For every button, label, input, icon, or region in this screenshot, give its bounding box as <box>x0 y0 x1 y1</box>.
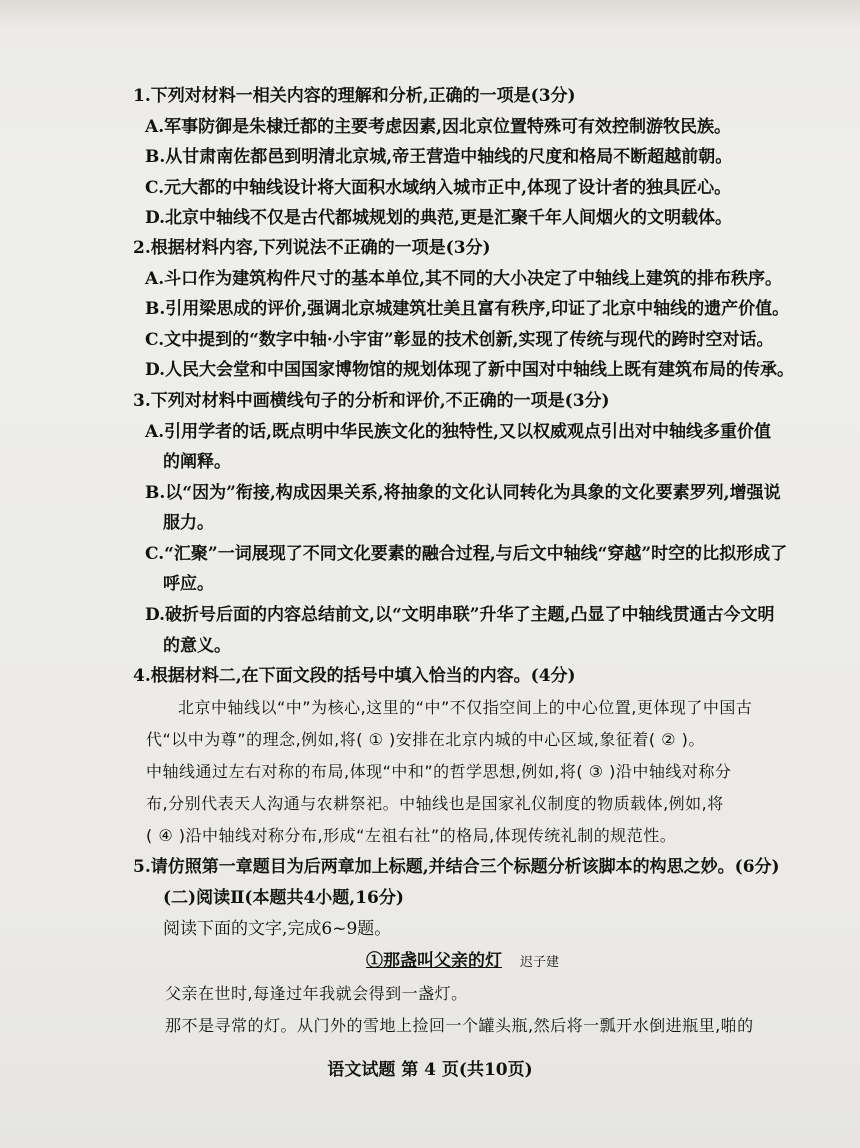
q5-stem: 5.请仿照第一章题目为后两章加上标题,并结合三个标题分析该脚本的构思之妙。(6分) <box>133 857 780 877</box>
q4-paragraph-line: 代“以中为尊”的理念,例如,将( ① )安排在北京内城的中心区域,象征着( ② )。 <box>146 730 705 749</box>
page-footer: 语文试题 第 4 页(共10页) <box>327 1060 533 1080</box>
article-title-line <box>366 949 559 975</box>
q4-stem: 4.根据材料二,在下面文段的括号中填入恰当的内容。(4分) <box>133 666 576 686</box>
q2-stem: 2.根据材料内容,下列说法不正确的一项是(3分) <box>133 238 491 258</box>
q3-option-d: D.破折号后面的内容总结前文,以“文明串联”升华了主题,凸显了中轴线贯通古今文明 <box>145 605 775 625</box>
article-paragraph: 那不是寻常的灯。从门外的雪地上捡回一个罐头瓶,然后将一瓢开水倒进瓶里,啪的 <box>165 1016 754 1035</box>
article-author: 迟子建 <box>520 955 560 970</box>
q3-option-a-cont: 的阐释。 <box>163 452 231 472</box>
q4-paragraph-line: ( ④ )沿中轴线对称分布,形成“左祖右社”的格局,体现传统礼制的规范性。 <box>146 826 677 845</box>
q1-stem: 1.下列对材料一相关内容的理解和分析,正确的一项是(3分) <box>133 86 576 106</box>
article-paragraph: 父亲在世时,每逢过年我就会得到一盏灯。 <box>165 984 468 1003</box>
section-heading: (二)阅读Ⅱ(本题共4小题,16分) <box>163 888 404 908</box>
q1-option-c: C.元大都的中轴线设计将大面积水域纳入城市正中,体现了设计者的独具匠心。 <box>145 178 732 198</box>
q2-option-a: A.斗口作为建筑构件尺寸的基本单位,其不同的大小决定了中轴线上建筑的排布秩序。 <box>145 269 783 289</box>
q2-option-d: D.人民大会堂和中国国家博物馆的规划体现了新中国对中轴线上既有建筑布局的传承。 <box>145 360 795 380</box>
q3-option-c-cont: 呼应。 <box>163 574 214 594</box>
article-title: ①那盏叫父亲的灯 <box>366 951 502 971</box>
q4-paragraph-line: 北京中轴线以“中”为核心,这里的“中”不仅指空间上的中心位置,更体现了中国古 <box>178 698 753 717</box>
q3-stem: 3.下列对材料中画横线句子的分析和评价,不正确的一项是(3分) <box>133 391 610 411</box>
q1-option-d: D.北京中轴线不仅是古代都城规划的典范,更是汇聚千年人间烟火的文明载体。 <box>145 208 732 228</box>
q2-option-c: C.文中提到的“数字中轴·小宇宙”彰显的技术创新,实现了传统与现代的跨时空对话。 <box>145 330 774 350</box>
q4-paragraph-line: 中轴线通过左右对称的布局,体现“中和”的哲学思想,例如,将( ③ )沿中轴线对称分 <box>146 762 732 781</box>
q4-paragraph-line: 布,分别代表天人沟通与农耕祭祀。中轴线也是国家礼仪制度的物质载体,例如,将 <box>146 794 724 813</box>
q1-option-a: A.军事防御是朱棣迁都的主要考虑因素,因北京位置特殊可有效控制游牧民族。 <box>145 117 732 137</box>
q3-option-b: B.以“因为”衔接,构成因果关系,将抽象的文化认同转化为具象的文化要素罗列,增强说 <box>145 483 781 503</box>
q3-option-d-cont: 的意义。 <box>163 636 231 656</box>
q3-option-c: C.“汇聚”一词展现了不同文化要素的融合过程,与后文中轴线“穿越”时空的比拟形成了 <box>145 544 788 564</box>
q3-option-a: A.引用学者的话,既点明中华民族文化的独特性,又以权威观点引出对中轴线多重价值 <box>145 422 771 442</box>
q1-option-b: B.从甘肃南佐都邑到明清北京城,帝王营造中轴线的尺度和格局不断超越前朝。 <box>145 147 733 167</box>
q2-option-b: B.引用梁思成的评价,强调北京城建筑壮美且富有秩序,印证了北京中轴线的遗产价值。 <box>145 299 790 319</box>
q3-option-b-cont: 服力。 <box>163 513 214 533</box>
section-instruction: 阅读下面的文字,完成6~9题。 <box>163 919 392 939</box>
